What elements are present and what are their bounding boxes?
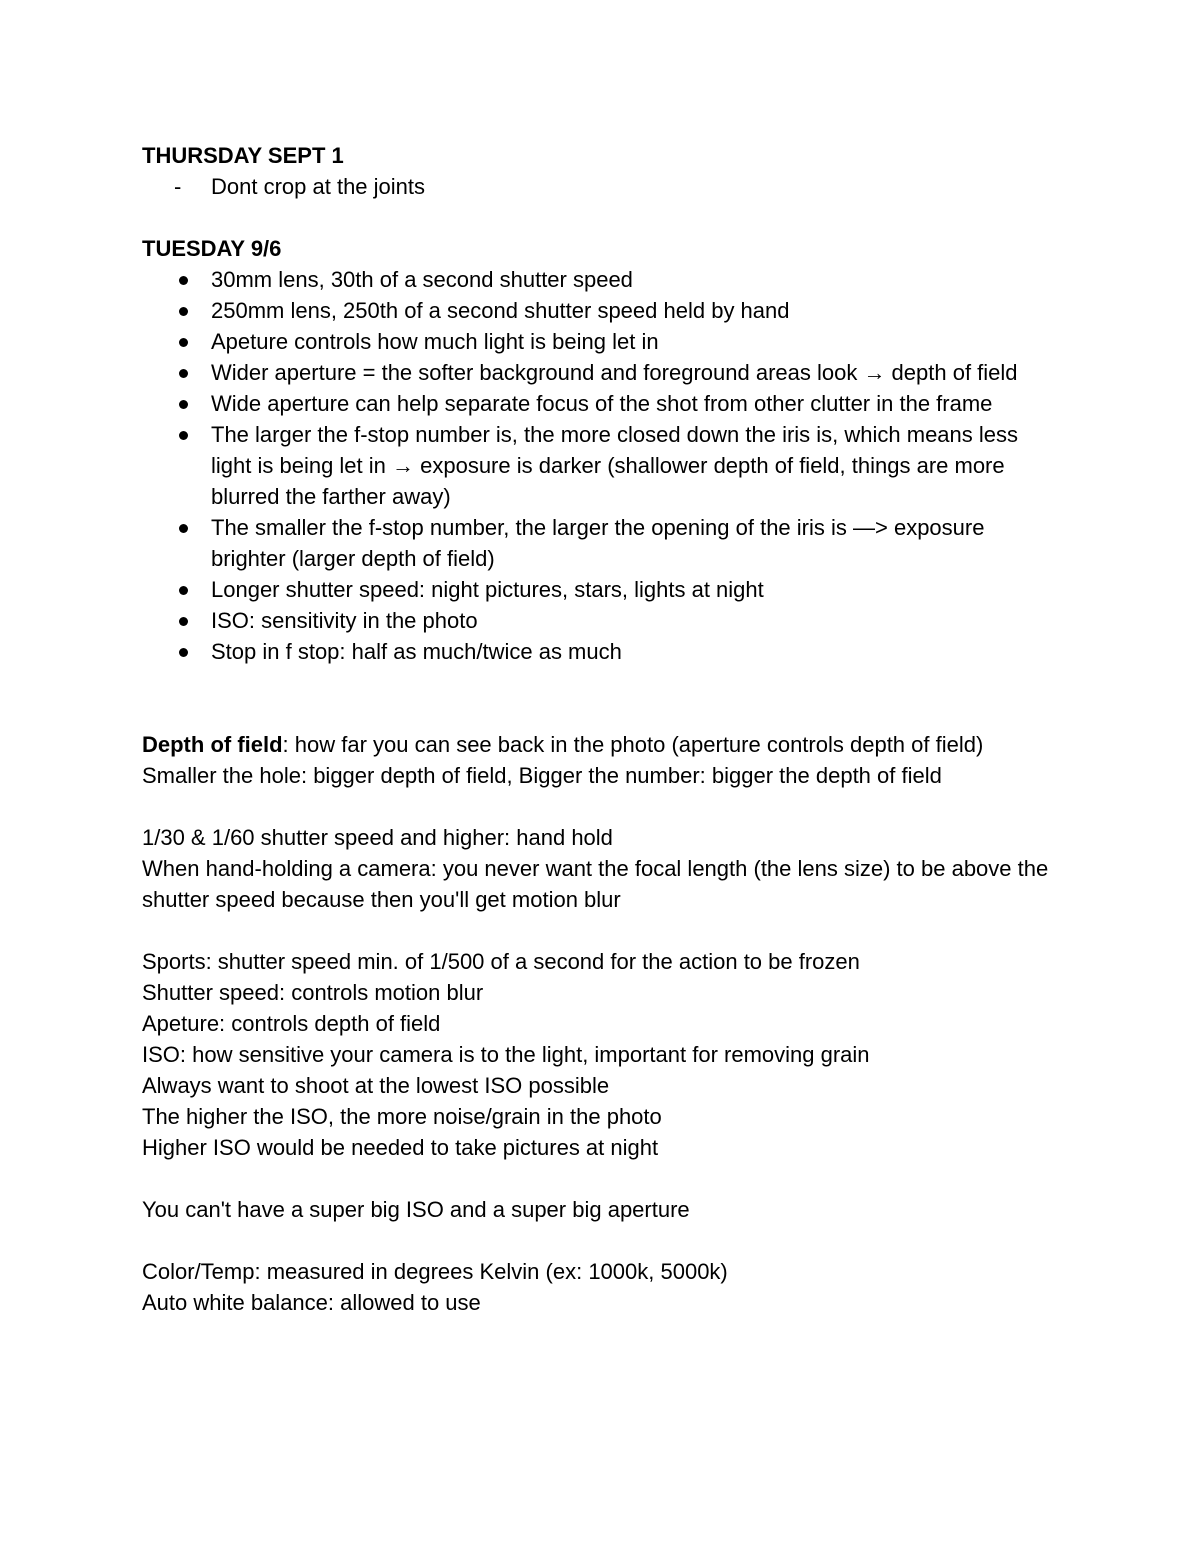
heading-thursday: THURSDAY SEPT 1 (142, 143, 344, 168)
list-item (142, 512, 1062, 574)
list-item-text: Stop in f stop: half as much/twice as much (211, 639, 622, 664)
list-item (142, 357, 1062, 388)
thursday-list (142, 171, 1062, 202)
list-item (142, 295, 1062, 326)
bullet-icon (179, 648, 188, 657)
list-item: - Dont crop at the joints (142, 171, 1062, 202)
dof-text: : how far you can see back in the photo (aperture controls depth of field) (282, 732, 984, 757)
tuesday-list (142, 264, 1062, 667)
bullet-icon (179, 617, 188, 626)
list-item-text: 30mm lens, 30th of a second shutter speed (211, 267, 633, 292)
list-item (142, 264, 1062, 295)
list-item-text: ISO: sensitivity in the photo (211, 608, 478, 633)
settings-line: Always want to shoot at the lowest ISO possible (142, 1073, 610, 1098)
heading-tuesday: TUESDAY 9/6 (142, 236, 282, 261)
bullet-icon (179, 369, 188, 378)
dof-definition (142, 729, 1062, 760)
settings-line: Higher ISO would be needed to take pictures at night (142, 1135, 659, 1160)
list-item (142, 419, 1062, 512)
bullet-icon (179, 307, 188, 316)
list-item (142, 388, 1062, 419)
list-item (142, 326, 1062, 357)
list-item-text: The smaller the f-stop number, the larger the opening of the iris is —> exposure brighter (larger depth of field) (211, 515, 985, 571)
spacer (142, 667, 1062, 729)
spacer (142, 202, 1062, 233)
bullet-icon (179, 338, 188, 347)
dof-term: Depth of field (142, 732, 283, 757)
list-item-text: Wider aperture = the softer background and foreground areas look → depth of field (211, 360, 1018, 385)
list-item (142, 574, 1062, 605)
color-temp-line: Color/Temp: measured in degrees Kelvin (ex: 1000k, 5000k) (142, 1259, 728, 1284)
list-item-text: Wide aperture can help separate focus of the shot from other clutter in the frame (211, 391, 993, 416)
handhold-line: 1/30 & 1/60 shutter speed and higher: hand hold (142, 825, 613, 850)
bullet-icon (179, 586, 188, 595)
spacer (142, 1163, 1062, 1194)
bullet-icon (179, 524, 188, 533)
list-item (142, 636, 1062, 667)
list-item (142, 605, 1062, 636)
settings-line: ISO: how sensitive your camera is to the light, important for removing grain (142, 1042, 870, 1067)
list-item-text: Longer shutter speed: night pictures, stars, lights at night (211, 577, 764, 602)
spacer (142, 791, 1062, 822)
settings-line: The higher the ISO, the more noise/grain in the photo (142, 1104, 662, 1129)
dof-line: Smaller the hole: bigger depth of field, Bigger the number: bigger the depth of field (142, 763, 942, 788)
settings-line: Shutter speed: controls motion blur (142, 980, 484, 1005)
spacer (142, 915, 1062, 946)
bullet-icon (179, 276, 188, 285)
list-item-text: Apeture controls how much light is being let in (211, 329, 659, 354)
bullet-icon (179, 400, 188, 409)
list-item-text: 250mm lens, 250th of a second shutter speed held by hand (211, 298, 790, 323)
bullet-icon (179, 431, 188, 440)
list-item-text: The larger the f-stop number is, the more closed down the iris is, which means less light is being let in → exposure is darker (shallower depth of field, things are more blurred the farther away) (211, 422, 1019, 509)
white-balance-line: Auto white balance: allowed to use (142, 1290, 481, 1315)
document-page (142, 140, 1062, 1318)
iso-note: You can't have a super big ISO and a super big aperture (142, 1197, 690, 1222)
handhold-note: When hand-holding a camera: you never want the focal length (the lens size) to be above the shutter speed because then you'll get motion blur (142, 856, 1049, 912)
settings-line: Sports: shutter speed min. of 1/500 of a second for the action to be frozen (142, 949, 860, 974)
spacer (142, 1225, 1062, 1256)
settings-line: Apeture: controls depth of field (142, 1011, 441, 1036)
